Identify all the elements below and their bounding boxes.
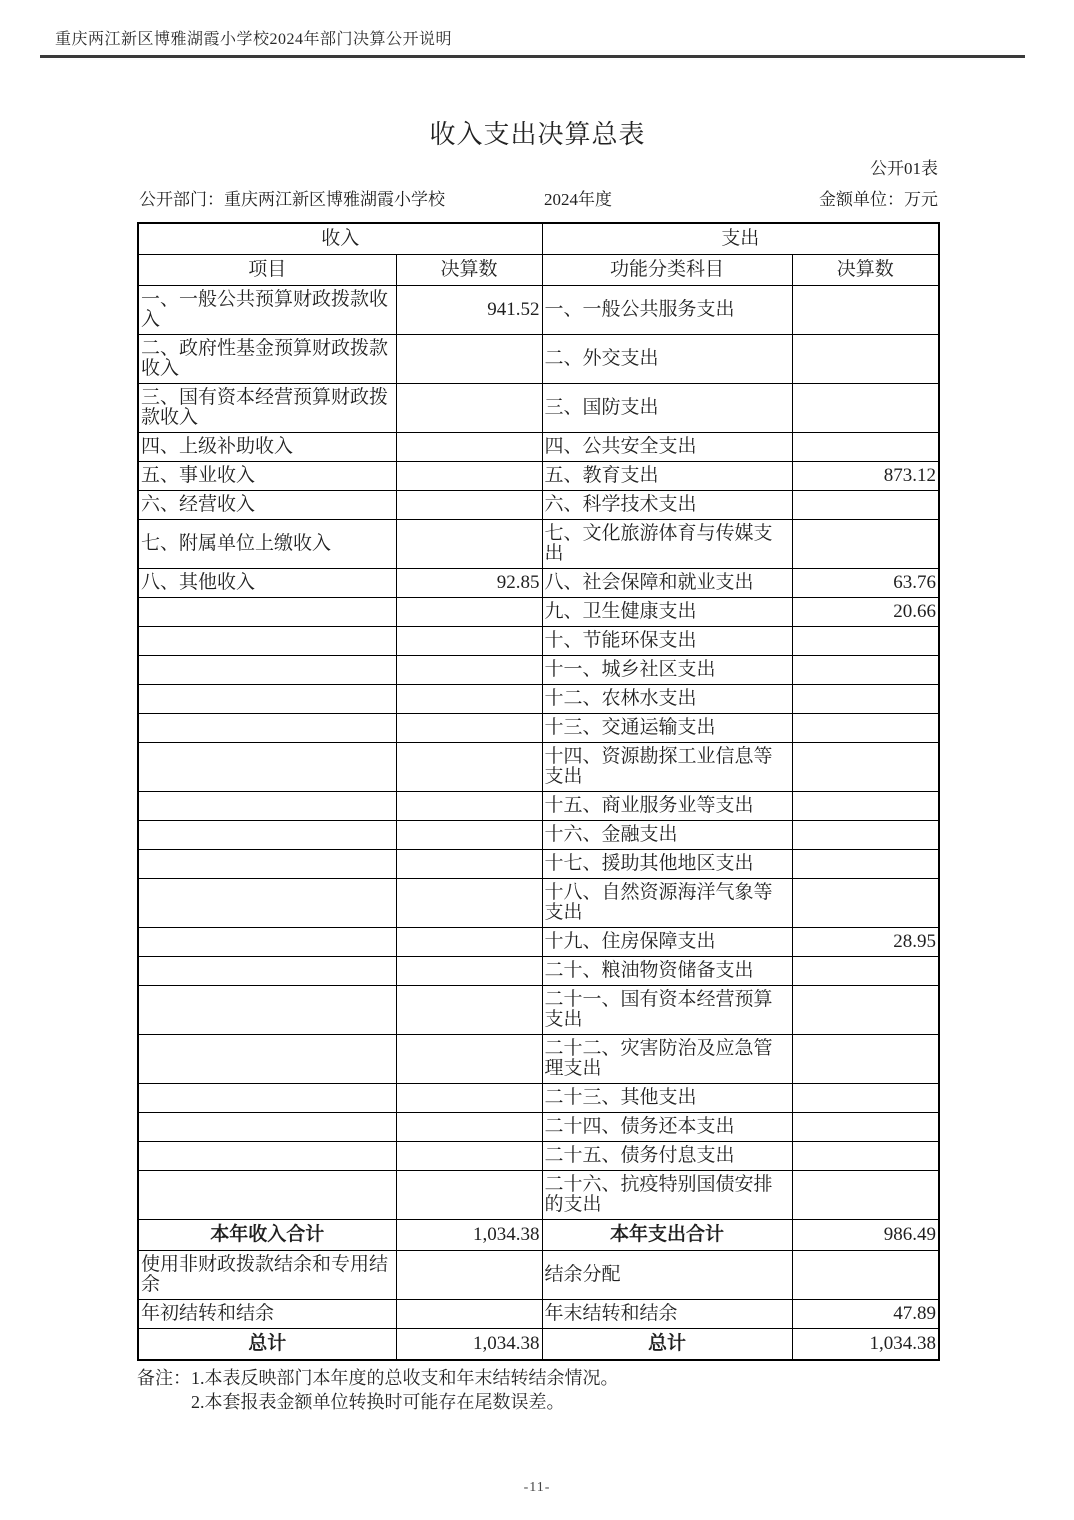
note-line-2: 2.本套报表金额单位转换时可能存在尾数误差。 <box>191 1392 565 1412</box>
table-row <box>138 1251 939 1300</box>
expense-item-cell: 十七、援助其他地区支出 <box>542 850 792 879</box>
income-item-cell <box>138 656 396 685</box>
expense-value-cell <box>792 850 939 879</box>
table-row <box>138 792 939 821</box>
income-item-cell <box>138 1113 396 1142</box>
expense-value-cell <box>792 1035 939 1084</box>
income-value-cell <box>396 957 542 986</box>
income-item-cell: 年初结转和结余 <box>138 1300 396 1329</box>
expense-value-cell <box>792 743 939 792</box>
notes-block <box>137 1366 938 1414</box>
income-item-cell <box>138 850 396 879</box>
page-title: 收入支出决算总表 <box>429 120 646 149</box>
table-row <box>138 743 939 792</box>
table-row <box>138 335 939 384</box>
income-value-cell <box>396 685 542 714</box>
meta-year: 2024年度 <box>544 190 612 209</box>
expense-value-cell <box>792 957 939 986</box>
table-row <box>138 627 939 656</box>
income-item-cell <box>138 743 396 792</box>
expense-item-cell: 三、国防支出 <box>542 384 792 433</box>
income-value-cell <box>396 879 542 928</box>
income-value-cell <box>396 792 542 821</box>
income-item-cell: 本年收入合计 <box>138 1220 396 1251</box>
table-row <box>138 1142 939 1171</box>
meta-row <box>137 188 938 212</box>
table-row <box>138 1300 939 1329</box>
content-area <box>137 118 938 1414</box>
income-item-cell <box>138 685 396 714</box>
expense-item-cell: 结余分配 <box>542 1251 792 1300</box>
income-value-cell <box>396 384 542 433</box>
income-item-cell: 二、政府性基金预算财政拨款收入 <box>138 335 396 384</box>
expense-value-header: 决算数 <box>792 255 939 286</box>
expense-value-cell: 873.12 <box>792 462 939 491</box>
income-item-cell <box>138 1084 396 1113</box>
income-value-cell <box>396 1251 542 1300</box>
expense-item-cell: 十九、住房保障支出 <box>542 928 792 957</box>
table-row <box>138 433 939 462</box>
table-row <box>138 986 939 1035</box>
document-header-text: 重庆两江新区博雅湖霞小学校2024年部门决算公开说明 <box>55 31 453 48</box>
income-item-cell: 使用非财政拨款结余和专用结余 <box>138 1251 396 1300</box>
expense-item-cell: 四、公共安全支出 <box>542 433 792 462</box>
expense-item-cell: 二十、粮油物资储备支出 <box>542 957 792 986</box>
table-row <box>138 520 939 569</box>
notes-label: 备注： <box>137 1368 191 1388</box>
expense-value-cell <box>792 1113 939 1142</box>
table-row <box>138 1220 939 1251</box>
expense-item-cell: 本年支出合计 <box>542 1220 792 1251</box>
expense-value-cell <box>792 1084 939 1113</box>
income-group-header: 收入 <box>138 223 542 255</box>
expense-value-cell <box>792 879 939 928</box>
income-value-cell <box>396 1300 542 1329</box>
income-item-cell: 一、一般公共预算财政拨款收入 <box>138 286 396 335</box>
expense-item-cell: 九、卫生健康支出 <box>542 598 792 627</box>
income-value-cell <box>396 627 542 656</box>
income-item-cell <box>138 986 396 1035</box>
table-row <box>138 656 939 685</box>
expense-value-cell <box>792 1142 939 1171</box>
expense-item-cell: 七、文化旅游体育与传媒支出 <box>542 520 792 569</box>
expense-item-cell: 十一、城乡社区支出 <box>542 656 792 685</box>
income-item-cell <box>138 928 396 957</box>
income-value-cell <box>396 1113 542 1142</box>
income-item-cell: 总计 <box>138 1329 396 1361</box>
expense-value-cell: 1,034.38 <box>792 1329 939 1361</box>
table-number-label: 公开01表 <box>870 159 938 178</box>
expense-value-cell <box>792 384 939 433</box>
expense-item-cell: 二十三、其他支出 <box>542 1084 792 1113</box>
income-item-cell <box>138 792 396 821</box>
expense-item-cell: 八、社会保障和就业支出 <box>542 569 792 598</box>
expense-value-cell <box>792 520 939 569</box>
expense-item-cell: 二、外交支出 <box>542 335 792 384</box>
expense-item-cell: 六、科学技术支出 <box>542 491 792 520</box>
expense-item-cell: 二十二、灾害防治及应急管理支出 <box>542 1035 792 1084</box>
income-item-header: 项目 <box>138 255 396 286</box>
table-row <box>138 598 939 627</box>
income-value-cell: 92.85 <box>396 569 542 598</box>
expense-item-cell: 总计 <box>542 1329 792 1361</box>
expense-value-cell <box>792 714 939 743</box>
expense-item-cell: 二十四、债务还本支出 <box>542 1113 792 1142</box>
expense-value-cell <box>792 491 939 520</box>
income-item-cell <box>138 1171 396 1220</box>
expense-item-cell: 二十一、国有资本经营预算支出 <box>542 986 792 1035</box>
table-row <box>138 462 939 491</box>
expense-value-cell <box>792 1171 939 1220</box>
income-item-cell <box>138 627 396 656</box>
income-item-cell: 七、附属单位上缴收入 <box>138 520 396 569</box>
group-header-row <box>138 223 939 255</box>
income-item-cell: 四、上级补助收入 <box>138 433 396 462</box>
income-item-cell: 五、事业收入 <box>138 462 396 491</box>
page-number: -11- <box>523 1480 551 1495</box>
header-rule <box>40 55 1025 58</box>
expense-value-cell: 63.76 <box>792 569 939 598</box>
income-value-cell <box>396 1171 542 1220</box>
expense-item-cell: 十五、商业服务业等支出 <box>542 792 792 821</box>
expense-value-cell: 28.95 <box>792 928 939 957</box>
income-value-cell <box>396 433 542 462</box>
expense-item-header: 功能分类科目 <box>542 255 792 286</box>
expense-item-cell: 一、一般公共服务支出 <box>542 286 792 335</box>
income-value-cell <box>396 335 542 384</box>
income-value-cell <box>396 928 542 957</box>
expense-item-cell: 十六、金融支出 <box>542 821 792 850</box>
table-row <box>138 1084 939 1113</box>
income-value-cell: 1,034.38 <box>396 1329 542 1361</box>
expense-value-cell: 47.89 <box>792 1300 939 1329</box>
expense-item-cell: 十八、自然资源海洋气象等支出 <box>542 879 792 928</box>
table-row <box>138 821 939 850</box>
expense-value-cell: 986.49 <box>792 1220 939 1251</box>
income-item-cell: 六、经营收入 <box>138 491 396 520</box>
income-value-header: 决算数 <box>396 255 542 286</box>
expense-value-cell <box>792 433 939 462</box>
expense-value-cell <box>792 792 939 821</box>
income-item-cell <box>138 714 396 743</box>
income-value-cell <box>396 656 542 685</box>
income-value-cell <box>396 462 542 491</box>
income-value-cell <box>396 491 542 520</box>
expense-value-cell <box>792 286 939 335</box>
income-value-cell <box>396 986 542 1035</box>
income-value-cell <box>396 714 542 743</box>
expense-value-cell <box>792 335 939 384</box>
income-item-cell <box>138 1142 396 1171</box>
note-text-1: 1.本表反映部门本年度的总收支和年末结转结余情况。 <box>191 1368 619 1388</box>
income-item-cell <box>138 598 396 627</box>
expense-item-cell: 十二、农林水支出 <box>542 685 792 714</box>
expense-value-cell: 20.66 <box>792 598 939 627</box>
expense-item-cell: 五、教育支出 <box>542 462 792 491</box>
income-value-cell <box>396 850 542 879</box>
income-item-cell <box>138 957 396 986</box>
income-value-cell: 1,034.38 <box>396 1220 542 1251</box>
table-row <box>138 569 939 598</box>
income-value-cell <box>396 821 542 850</box>
expense-value-cell <box>792 821 939 850</box>
expense-item-cell: 二十五、债务付息支出 <box>542 1142 792 1171</box>
table-row <box>138 1035 939 1084</box>
expense-value-cell <box>792 656 939 685</box>
income-value-cell <box>396 1084 542 1113</box>
table-row <box>138 879 939 928</box>
expense-value-cell <box>792 627 939 656</box>
table-row <box>138 384 939 433</box>
income-value-cell: 941.52 <box>396 286 542 335</box>
table-row <box>138 491 939 520</box>
income-item-cell: 三、国有资本经营预算财政拨款收入 <box>138 384 396 433</box>
table-row <box>138 1329 939 1361</box>
income-item-cell: 八、其他收入 <box>138 569 396 598</box>
income-value-cell <box>396 520 542 569</box>
table-row <box>138 1171 939 1220</box>
table-head <box>138 223 939 286</box>
meta-amount-unit: 金额单位：万元 <box>819 190 938 209</box>
table-row <box>138 957 939 986</box>
expense-item-cell: 十四、资源勘探工业信息等支出 <box>542 743 792 792</box>
income-item-cell <box>138 821 396 850</box>
income-expenditure-table <box>137 222 940 1361</box>
income-value-cell <box>396 598 542 627</box>
table-row <box>138 928 939 957</box>
income-value-cell <box>396 1142 542 1171</box>
table-row <box>138 850 939 879</box>
table-row <box>138 286 939 335</box>
income-item-cell <box>138 879 396 928</box>
expense-item-cell: 十三、交通运输支出 <box>542 714 792 743</box>
expense-value-cell <box>792 685 939 714</box>
expense-item-cell: 年末结转和结余 <box>542 1300 792 1329</box>
column-header-row <box>138 255 939 286</box>
table-row <box>138 1113 939 1142</box>
expense-item-cell: 二十六、抗疫特别国债安排的支出 <box>542 1171 792 1220</box>
income-item-cell <box>138 1035 396 1084</box>
expense-group-header: 支出 <box>542 223 939 255</box>
table-row <box>138 714 939 743</box>
table-body <box>138 286 939 1361</box>
table-row <box>138 685 939 714</box>
expense-value-cell <box>792 1251 939 1300</box>
income-value-cell <box>396 743 542 792</box>
expense-item-cell: 十、节能环保支出 <box>542 627 792 656</box>
expense-value-cell <box>792 986 939 1035</box>
meta-department: 公开部门：重庆两江新区博雅湖霞小学校 <box>139 190 445 209</box>
income-value-cell <box>396 1035 542 1084</box>
note-line-1 <box>137 1366 938 1390</box>
